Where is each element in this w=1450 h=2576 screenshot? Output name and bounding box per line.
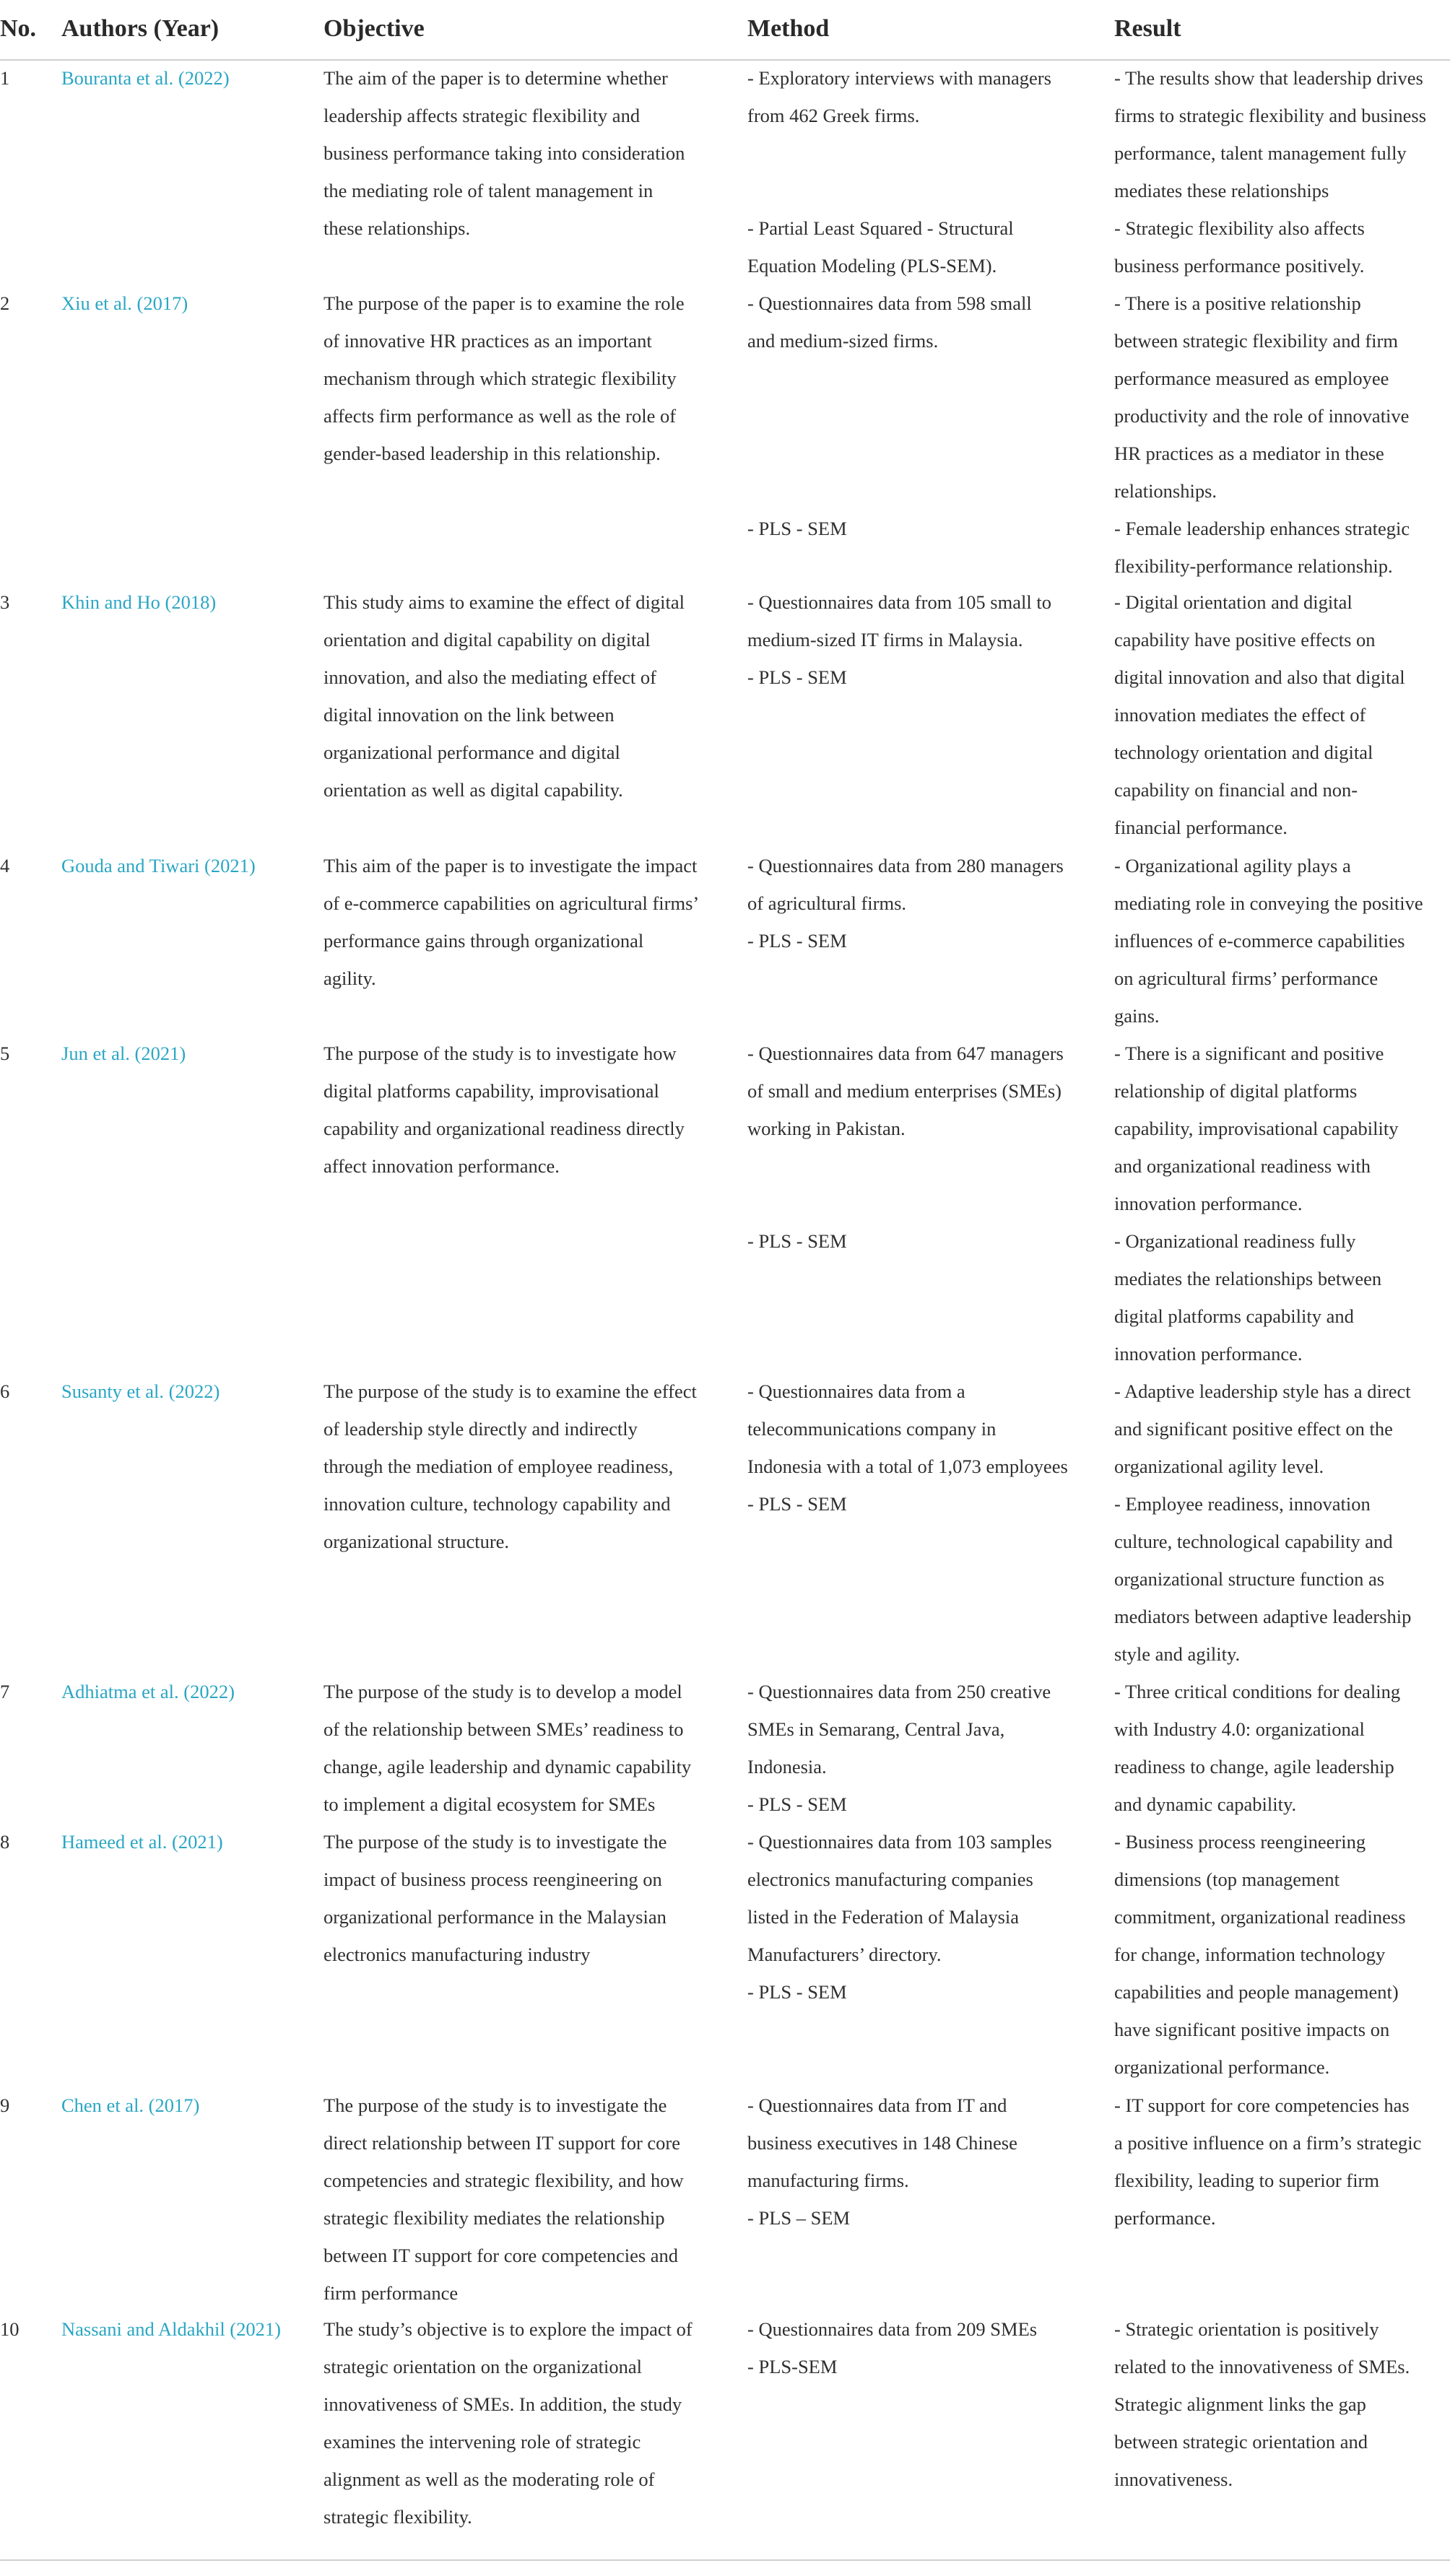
text-line: leadership affects strategic flexibility and (324, 105, 641, 126)
text-line: influences of e-commerce capabilities (1114, 930, 1405, 952)
objective-text (324, 1035, 735, 1185)
row-number: 5 (0, 1043, 10, 1064)
text-line: - Female leadership enhances strategic (1114, 518, 1410, 539)
text-line: The purpose of the study is to examine the effect (324, 1380, 697, 1402)
text-line: organizational agility level. (1114, 1455, 1324, 1477)
method-text (747, 847, 1101, 960)
text-line: - Three critical conditions for dealing (1114, 1681, 1401, 1702)
text-line: productivity and the role of innovative (1114, 405, 1410, 427)
text-line: business executives in 148 Chinese (747, 2132, 1017, 2154)
text-line: - IT support for core competencies has (1114, 2094, 1410, 2116)
text-line: capability, improvisational capability (1114, 1118, 1399, 1139)
objective-text (324, 1673, 735, 1823)
objective-text (324, 284, 735, 472)
text-line: organizational structure function as (1114, 1568, 1385, 1590)
text-line: - Questionnaires data from 280 managers (747, 855, 1064, 876)
text-line: on agricultural firms’ performance (1114, 967, 1379, 989)
text-line: performance measured as employee (1114, 367, 1389, 389)
text-line: innovativeness. (1114, 2468, 1233, 2490)
text-line: organizational performance. (1114, 2056, 1330, 2078)
text-line: financial performance. (1114, 817, 1288, 838)
row-number: 7 (0, 1681, 10, 1702)
text-line: SMEs in Semarang, Central Java, (747, 1718, 1005, 1740)
text-line: of innovative HR practices as an important (324, 330, 652, 352)
text-line: working in Pakistan. (747, 1118, 906, 1139)
row-number: 1 (0, 67, 10, 89)
text-line: - Questionnaires data from IT and (747, 2094, 1007, 2116)
objective-text (324, 1823, 735, 1973)
text-line: Indonesia with a total of 1,073 employees (747, 1455, 1068, 1477)
text-line: culture, technological capability and (1114, 1531, 1393, 1552)
row-number: 4 (0, 855, 10, 876)
text-line: for change, information technology (1114, 1944, 1386, 1965)
text-line: The purpose of the study is to investigate the (324, 1831, 667, 1853)
text-line: technology orientation and digital (1114, 741, 1373, 763)
text-line: - There is a positive relationship (1114, 292, 1361, 314)
text-line: relationship of digital platforms (1114, 1080, 1358, 1102)
text-line: - Questionnaires data from 105 small to (747, 591, 1051, 613)
author-citation-link[interactable]: Jun et al. (2021) (61, 1043, 186, 1064)
text-line: This study aims to examine the effect of digital (324, 591, 685, 613)
text-line: strategic orientation on the organizational (324, 2356, 643, 2377)
text-line: listed in the Federation of Malaysia (747, 1906, 1020, 1928)
row-number: 8 (0, 1831, 10, 1853)
text-line: HR practices as a mediator in these (1114, 443, 1384, 464)
text-line: readiness to change, agile leadership (1114, 1756, 1394, 1777)
text-line: - PLS - SEM (747, 518, 847, 539)
result-text-secondary (1114, 1222, 1450, 1372)
text-line: This aim of the paper is to investigate the impact (324, 855, 698, 876)
text-line: affect innovation performance. (324, 1155, 560, 1177)
text-line: capability and organizational readiness directly (324, 1118, 685, 1139)
author-citation-link[interactable]: Xiu et al. (2017) (61, 292, 188, 314)
text-line: - PLS - SEM (747, 1493, 847, 1515)
table-bottom-rule (0, 2559, 1450, 2561)
method-text (747, 59, 1101, 134)
text-line: firms to strategic flexibility and business (1114, 105, 1427, 126)
text-line: between strategic orientation and (1114, 2431, 1368, 2453)
result-text (1114, 284, 1450, 510)
text-line: The study’s objective is to explore the impact of (324, 2318, 693, 2340)
text-line: of e-commerce capabilities on agricultural firms’ (324, 892, 700, 914)
text-line: agility. (324, 967, 376, 989)
text-line: of leadership style directly and indirectly (324, 1418, 638, 1440)
text-line: innovativeness of SMEs. In addition, the study (324, 2393, 682, 2415)
row-number: 9 (0, 2094, 10, 2116)
row-number: 10 (0, 2318, 19, 2340)
header-authors: Authors (Year) (61, 15, 220, 42)
text-line: - PLS - SEM (747, 1793, 847, 1815)
text-line: of small and medium enterprises (SMEs) (747, 1080, 1062, 1102)
text-line: competencies and strategic flexibility, and how (324, 2170, 684, 2191)
text-line: gains. (1114, 1005, 1160, 1027)
text-line: business performance positively. (1114, 255, 1365, 277)
text-line: - Business process reengineering (1114, 1831, 1366, 1853)
objective-text (324, 2087, 735, 2312)
text-line: and organizational readiness with (1114, 1155, 1371, 1177)
text-line: - Adaptive leadership style has a direct (1114, 1380, 1411, 1402)
method-text (747, 583, 1101, 696)
text-line: to implement a digital ecosystem for SMEs (324, 1793, 656, 1815)
text-line: change, agile leadership and dynamic capability (324, 1756, 692, 1777)
text-line: performance, talent management fully (1114, 142, 1407, 164)
method-text (747, 2087, 1101, 2237)
text-line: and medium-sized firms. (747, 330, 939, 352)
text-line: affects firm performance as well as the role of (324, 405, 677, 427)
result-text (1114, 2087, 1450, 2237)
text-line: between strategic flexibility and firm (1114, 330, 1398, 352)
result-text (1114, 59, 1450, 209)
text-line: - Strategic orientation is positively (1114, 2318, 1379, 2340)
text-line: have significant positive impacts on (1114, 2019, 1390, 2040)
method-text (747, 2310, 1101, 2385)
author-citation-link[interactable]: Chen et al. (2017) (61, 2094, 200, 2116)
objective-text (324, 1372, 735, 1560)
text-line: innovation mediates the effect of (1114, 704, 1366, 726)
text-line: innovation performance. (1114, 1193, 1303, 1214)
text-line: The purpose of the study is to investigate how (324, 1043, 677, 1064)
result-text-secondary (1114, 510, 1450, 585)
result-text-secondary (1114, 209, 1450, 284)
text-line: and significant positive effect on the (1114, 1418, 1393, 1440)
text-line: Strategic alignment links the gap (1114, 2393, 1366, 2415)
author-citation-link[interactable]: Hameed et al. (2021) (61, 1831, 223, 1853)
author-citation-link[interactable]: Gouda and Tiwari (2021) (61, 855, 256, 876)
result-text (1114, 1823, 1450, 2086)
header-no: No. (0, 15, 37, 42)
row-number: 2 (0, 292, 10, 314)
text-line: the mediating role of talent management in (324, 180, 654, 201)
text-line: The aim of the paper is to determine whether (324, 67, 668, 89)
method-text (747, 1372, 1101, 1523)
result-text (1114, 847, 1450, 1035)
result-text (1114, 583, 1450, 846)
author-citation-link[interactable]: Susanty et al. (2022) (61, 1380, 220, 1402)
text-line: of the relationship between SMEs’ readiness to (324, 1718, 684, 1740)
text-line: medium-sized IT firms in Malaysia. (747, 629, 1023, 650)
text-line: organizational structure. (324, 1531, 510, 1552)
method-text (747, 1673, 1101, 1823)
text-line: digital platforms capability, improvisational (324, 1080, 659, 1102)
text-line: alignment as well as the moderating role of (324, 2468, 655, 2490)
text-line: between IT support for core competencies and (324, 2245, 679, 2266)
text-line: Equation Modeling (PLS-SEM). (747, 255, 997, 277)
text-line: performance gains through organizational (324, 930, 644, 952)
text-line: electronics manufacturing industry (324, 1944, 591, 1965)
text-line: manufacturing firms. (747, 2170, 909, 2191)
text-line: - Digital orientation and digital (1114, 591, 1353, 613)
header-method: Method (747, 15, 830, 42)
text-line: - Questionnaires data from 103 samples (747, 1831, 1052, 1853)
text-line: a positive influence on a firm’s strategic (1114, 2132, 1422, 2154)
text-line: related to the innovativeness of SMEs. (1114, 2356, 1410, 2377)
text-line: with Industry 4.0: organizational (1114, 1718, 1365, 1740)
text-line: capabilities and people management) (1114, 1981, 1399, 2003)
text-line: innovation performance. (1114, 1343, 1303, 1365)
text-line: telecommunications company in (747, 1418, 997, 1440)
text-line: style and agility. (1114, 1643, 1241, 1665)
text-line: - There is a significant and positive (1114, 1043, 1384, 1064)
text-line: - Questionnaires data from 598 small (747, 292, 1032, 314)
text-line: orientation as well as digital capability. (324, 779, 623, 801)
text-line: these relationships. (324, 217, 471, 239)
text-line: of agricultural firms. (747, 892, 907, 914)
author-citation-link[interactable]: Adhiatma et al. (2022) (61, 1681, 235, 1702)
text-line: flexibility, leading to superior firm (1114, 2170, 1379, 2191)
text-line: - PLS - SEM (747, 1981, 847, 2003)
text-line: The purpose of the study is to develop a model (324, 1681, 682, 1702)
method-text (747, 284, 1101, 360)
text-line: strategic flexibility. (324, 2506, 472, 2528)
row-number: 6 (0, 1380, 10, 1402)
text-line: examines the intervening role of strategic (324, 2431, 641, 2453)
text-line: The purpose of the paper is to examine the role (324, 292, 685, 314)
text-line: dimensions (top management (1114, 1868, 1340, 1890)
text-line: - Strategic flexibility also affects (1114, 217, 1365, 239)
text-line: - PLS - SEM (747, 666, 847, 688)
text-line: - PLS - SEM (747, 930, 847, 952)
text-line: - Partial Least Squared - Structural (747, 217, 1014, 239)
result-text (1114, 1673, 1450, 1823)
objective-text (324, 2310, 735, 2536)
text-line: innovation, and also the mediating effect of (324, 666, 656, 688)
text-line: - Organizational readiness fully (1114, 1230, 1356, 1252)
text-line: organizational performance in the Malaysian (324, 1906, 667, 1928)
text-line: strategic flexibility mediates the relationship (324, 2207, 665, 2229)
method-text (747, 1823, 1101, 2011)
text-line: - PLS – SEM (747, 2207, 851, 2229)
header-objective: Objective (324, 15, 425, 42)
result-text (1114, 1372, 1450, 1673)
text-line: digital innovation on the link between (324, 704, 615, 726)
text-line: innovation culture, technology capability and (324, 1493, 671, 1515)
text-line: orientation and digital capability on digital (324, 629, 651, 650)
text-line: gender-based leadership in this relationship. (324, 443, 661, 464)
text-line: - Questionnaires data from 250 creative (747, 1681, 1051, 1702)
text-line: mechanism through which strategic flexibility (324, 367, 677, 389)
author-citation-link[interactable]: Khin and Ho (2018) (61, 591, 217, 613)
header-result: Result (1114, 15, 1181, 42)
text-line: through the mediation of employee readiness, (324, 1455, 674, 1477)
text-line: mediators between adaptive leadership (1114, 1606, 1412, 1627)
text-line: - PLS-SEM (747, 2356, 838, 2377)
text-line: - PLS - SEM (747, 1230, 847, 1252)
objective-text (324, 59, 735, 247)
text-line: digital platforms capability and (1114, 1305, 1354, 1327)
text-line: electronics manufacturing companies (747, 1868, 1033, 1890)
text-line: flexibility-performance relationship. (1114, 555, 1393, 577)
method-text-secondary (747, 209, 1101, 284)
text-line: capability have positive effects on (1114, 629, 1376, 650)
objective-text (324, 583, 735, 809)
text-line: Manufacturers’ directory. (747, 1944, 942, 1965)
method-text (747, 1035, 1101, 1147)
text-line: relationships. (1114, 480, 1217, 502)
text-line: The purpose of the study is to investigate the (324, 2094, 667, 2116)
table-header (0, 0, 1450, 61)
objective-text (324, 847, 735, 997)
text-line: firm performance (324, 2282, 459, 2304)
text-line: - The results show that leadership drives (1114, 67, 1423, 89)
text-line: commitment, organizational readiness (1114, 1906, 1406, 1928)
text-line: business performance taking into consideration (324, 142, 685, 164)
text-line: - Organizational agility plays a (1114, 855, 1351, 876)
author-citation-link[interactable]: Nassani and Aldakhil (2021) (61, 2318, 281, 2340)
result-text (1114, 1035, 1450, 1222)
text-line: - Questionnaires data from a (747, 1380, 965, 1402)
text-line: performance. (1114, 2207, 1216, 2229)
text-line: - Exploratory interviews with managers (747, 67, 1051, 89)
text-line: - Employee readiness, innovation (1114, 1493, 1371, 1515)
method-text-secondary (747, 1222, 1101, 1260)
text-line: - Questionnaires data from 647 managers (747, 1043, 1064, 1064)
method-text-secondary (747, 510, 1101, 547)
text-line: organizational performance and digital (324, 741, 620, 763)
result-text (1114, 2310, 1450, 2498)
author-citation-link[interactable]: Bouranta et al. (2022) (61, 67, 230, 89)
text-line: and dynamic capability. (1114, 1793, 1297, 1815)
text-line: mediates these relationships (1114, 180, 1329, 201)
text-line: - Questionnaires data from 209 SMEs (747, 2318, 1038, 2340)
text-line: digital innovation and also that digital (1114, 666, 1405, 688)
row-number: 3 (0, 591, 10, 613)
text-line: impact of business process reengineering on (324, 1868, 662, 1890)
text-line: mediates the relationships between (1114, 1268, 1382, 1289)
text-line: capability on financial and non- (1114, 779, 1358, 801)
text-line: Indonesia. (747, 1756, 827, 1777)
text-line: from 462 Greek firms. (747, 105, 920, 126)
text-line: mediating role in conveying the positive (1114, 892, 1423, 914)
text-line: direct relationship between IT support for core (324, 2132, 681, 2154)
